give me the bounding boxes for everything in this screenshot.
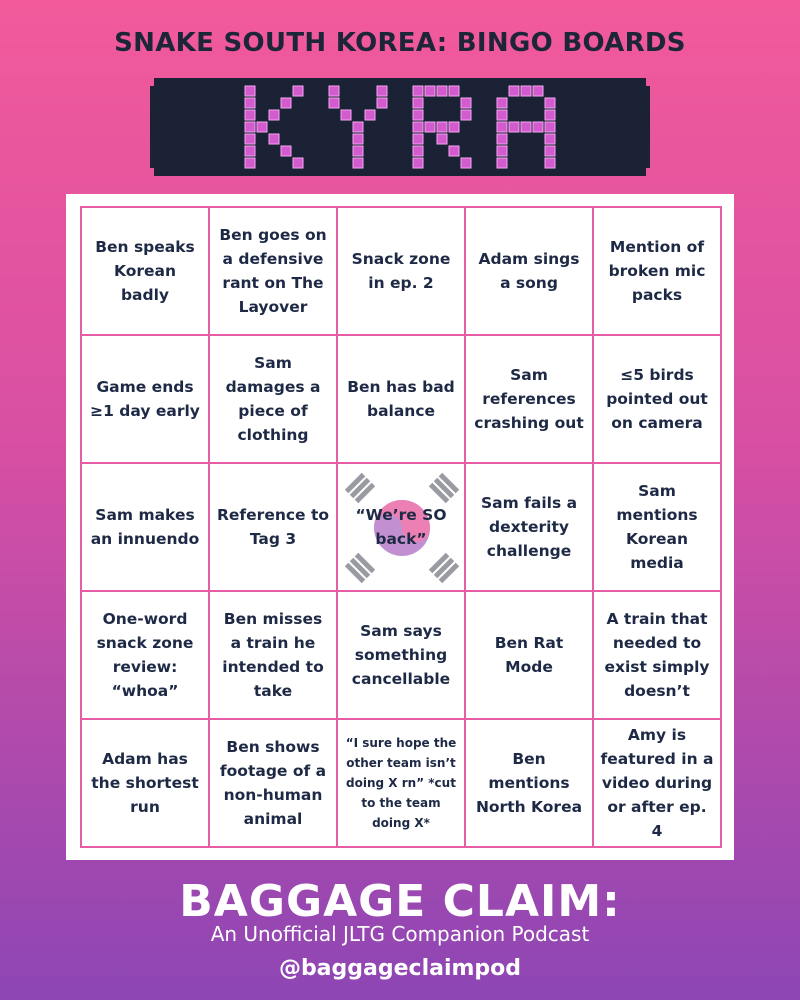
bingo-cell bbox=[338, 592, 466, 720]
bingo-cell-text: Ben Rat Mode bbox=[494, 634, 564, 676]
bingo-cell bbox=[594, 208, 722, 336]
bingo-cell-text: Reference to Tag 3 bbox=[216, 506, 330, 548]
bingo-cell bbox=[338, 336, 466, 464]
bingo-cell bbox=[338, 208, 466, 336]
bingo-cell bbox=[466, 336, 594, 464]
social-handle: @baggageclaimpod bbox=[278, 956, 522, 981]
bingo-cell-text: Sam makes an innuendo bbox=[90, 506, 200, 548]
bingo-cell-text: Ben speaks Korean badly bbox=[95, 238, 195, 304]
bingo-cell bbox=[466, 464, 594, 592]
bingo-cell-text: ≤5 birds pointed out on camera bbox=[606, 366, 708, 432]
bingo-cell bbox=[338, 720, 466, 848]
bingo-cell-text: Amy is featured in a video during or after ep. 4 bbox=[600, 726, 714, 840]
bingo-cell bbox=[466, 208, 594, 336]
bingo-cell bbox=[594, 592, 722, 720]
kyra-logo bbox=[150, 72, 650, 182]
bingo-cell-text: “I sure hope the other team isn’t doing X rn” *cut to the team doing X* bbox=[345, 736, 457, 830]
bingo-cell bbox=[82, 464, 210, 592]
podcast-title: BAGGAGE CLAIM: bbox=[179, 876, 621, 927]
bingo-cell bbox=[594, 336, 722, 464]
bingo-cell bbox=[82, 720, 210, 848]
bingo-cell bbox=[210, 592, 338, 720]
page-subtitle: SNAKE SOUTH KOREA: BINGO BOARDS bbox=[114, 28, 686, 58]
kyra-logo-graphic bbox=[150, 72, 650, 182]
bingo-board bbox=[66, 194, 734, 860]
bingo-cell bbox=[594, 464, 722, 592]
bingo-cell-text: Ben goes on a defensive rant on The Layover bbox=[219, 226, 327, 316]
bingo-cell bbox=[210, 464, 338, 592]
bingo-cell-text: Ben misses a train he intended to take bbox=[222, 610, 324, 700]
bingo-cell bbox=[466, 720, 594, 848]
bingo-cell-text: Sam damages a piece of clothing bbox=[225, 354, 321, 444]
bingo-cell-text: Sam mentions Korean media bbox=[616, 482, 698, 572]
bingo-cell-text: “We’re SO back” bbox=[355, 506, 447, 548]
bingo-cell bbox=[82, 208, 210, 336]
bingo-free-space bbox=[338, 464, 466, 592]
bingo-cell-text: Mention of broken mic packs bbox=[608, 238, 706, 304]
bingo-cell-text: Adam has the shortest run bbox=[91, 750, 199, 816]
bingo-grid bbox=[80, 206, 722, 848]
bingo-cell bbox=[594, 720, 722, 848]
bingo-cell bbox=[82, 592, 210, 720]
bingo-cell-text: Sam references crashing out bbox=[474, 366, 584, 432]
bingo-cell bbox=[210, 720, 338, 848]
bingo-cell-text: Sam says something cancellable bbox=[351, 622, 451, 688]
bingo-cell-text: Ben shows footage of a non-human animal bbox=[219, 738, 327, 828]
bingo-cell bbox=[210, 208, 338, 336]
bingo-cell-text: Game ends ≥1 day early bbox=[90, 378, 200, 420]
podcast-tagline: An Unofficial JLTG Companion Podcast bbox=[210, 922, 590, 946]
bingo-cell bbox=[210, 336, 338, 464]
bingo-cell bbox=[82, 336, 210, 464]
bingo-cell-text: Adam sings a song bbox=[478, 250, 580, 292]
bingo-cell-text: Ben has bad balance bbox=[347, 378, 455, 420]
bingo-cell-text: Ben mentions North Korea bbox=[475, 750, 583, 816]
bingo-cell-text: Sam fails a dexterity challenge bbox=[480, 494, 578, 560]
bingo-cell-text: A train that needed to exist simply doesn’t bbox=[604, 610, 710, 700]
bingo-cell-text: Snack zone in ep. 2 bbox=[351, 250, 451, 292]
bingo-cell bbox=[466, 592, 594, 720]
bingo-cell-text: One-word snack zone review: “whoa” bbox=[96, 610, 194, 700]
